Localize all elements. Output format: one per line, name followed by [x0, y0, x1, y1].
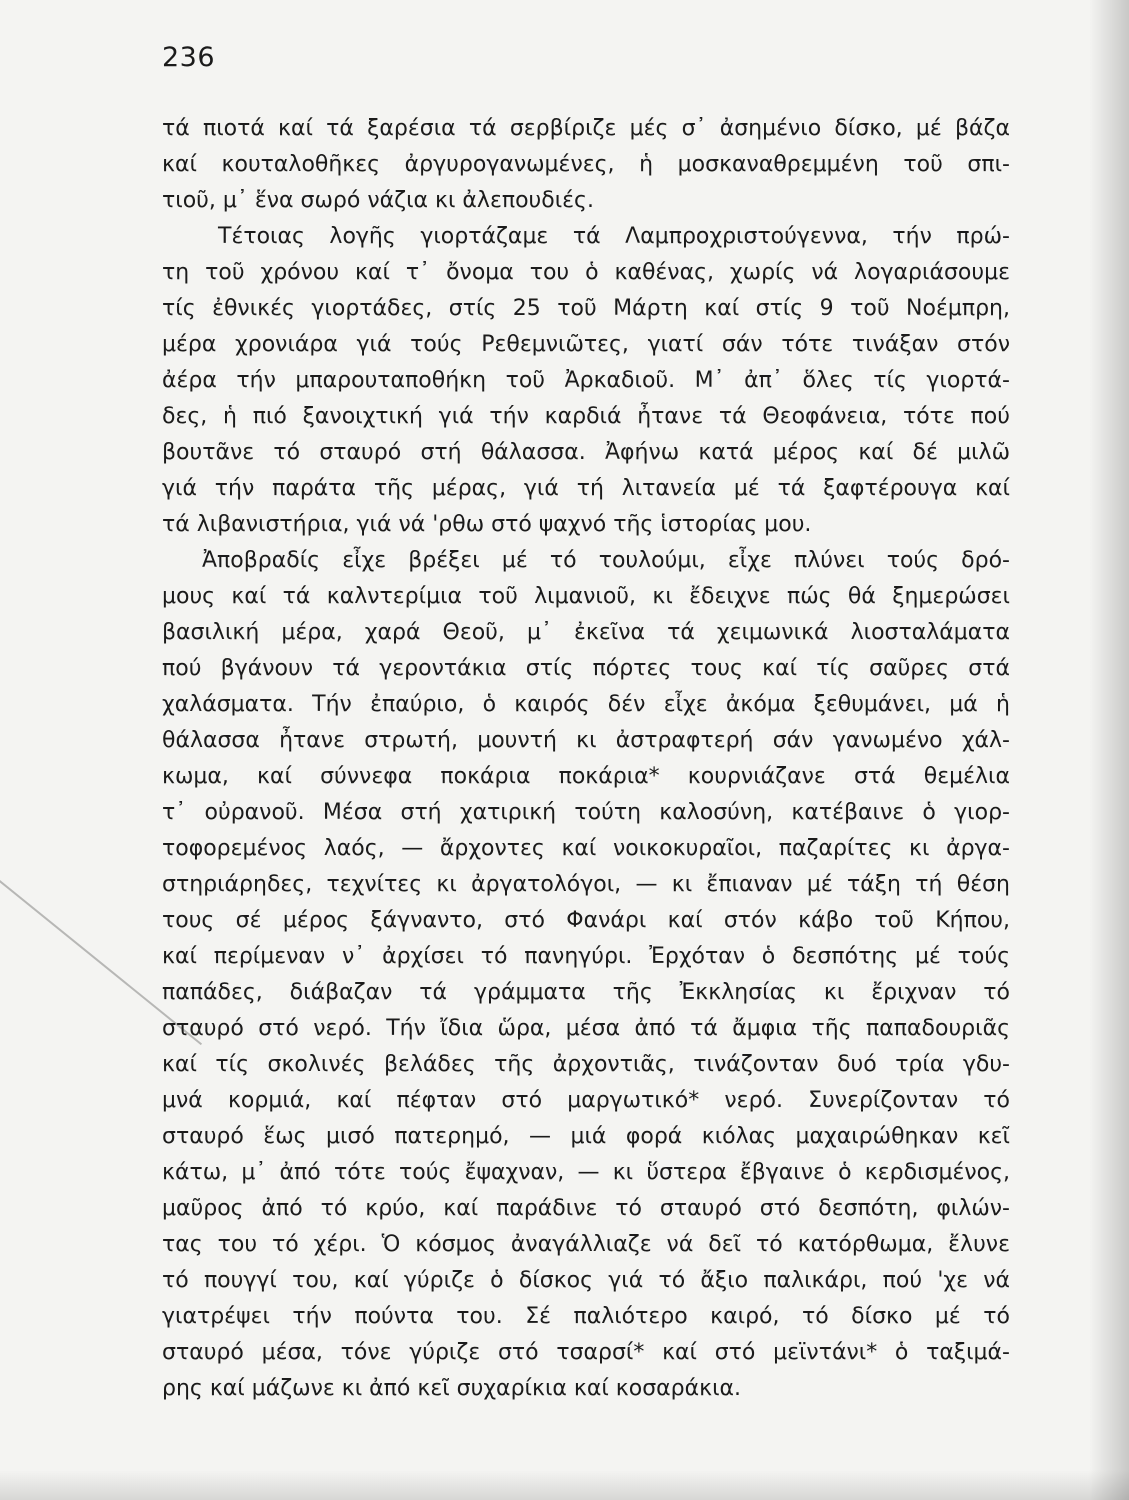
scan-edge-shadow-right	[1089, 0, 1129, 1500]
text-line: στηριάρηδες, τεχνίτες κι ἀργατολόγοι, — κι ἔπιαναν μέ τάξη τή θέση	[162, 872, 1010, 897]
text-line: καί τίς σκολινές βελάδες τῆς ἀρχοντιᾶς, τινάζονταν δυό τρία γδυ-	[162, 1052, 1010, 1077]
text-line: ἀέρα τήν μπαρουταποθήκη τοῦ Ἀρκαδιοῦ. Μ᾽ ἀπ᾽ ὅλες τίς γιορτά-	[162, 368, 1010, 393]
text-line: Τέτοιας λογῆς γιορτάζαμε τά Λαμπροχριστούγεννα, τήν πρώ-	[218, 224, 1010, 249]
body-text	[162, 111, 1010, 1407]
text-line: κάτω, μ᾽ ἀπό τότε τούς ἔψαχναν, — κι ὕστερα ἔβγαινε ὁ κερδισμένος,	[162, 1160, 1010, 1185]
text-line: παπάδες, διάβαζαν τά γράμματα τῆς Ἐκκλησίας κι ἔριχναν τό	[162, 980, 1010, 1005]
text-line: τά πιοτά καί τά ξαρέσια τά σερβίριζε μές σ᾽ ἀσημένιο δίσκο, μέ βάζα	[162, 116, 1010, 141]
text-line: κωμα, καί σύννεφα ποκάρια ποκάρια* κουρνιάζανε στά θεμέλια	[162, 764, 1010, 789]
text-line: καί περίμεναν ν᾽ ἀρχίσει τό πανηγύρι. Ἐρχόταν ὁ δεσπότης μέ τούς	[162, 944, 1010, 969]
page-number: 236	[162, 42, 216, 73]
text-line: τοφορεμένος λαός, — ἄρχοντες καί νοικοκυραῖοι, παζαρίτες κι ἀργα-	[162, 836, 1010, 861]
text-line: τίς ἐθνικές γιορτάδες, στίς 25 τοῦ Μάρτη καί στίς 9 τοῦ Νοέμπρη,	[162, 296, 1010, 321]
text-line: θάλασσα ἦτανε στρωτή, μουντή κι ἀστραφτερή σάν γανωμένο χάλ-	[162, 728, 1010, 753]
text-line: μους καί τά καλντερίμια τοῦ λιμανιοῦ, κι ἔδειχνε πώς θά ξημερώσει	[162, 584, 1010, 609]
text-line: τό πουγγί του, καί γύριζε ὁ δίσκος γιά τό ἄξιο παλικάρι, πού 'χε νά	[162, 1268, 1010, 1293]
scan-edge-shadow-bottom	[0, 1470, 1129, 1500]
text-line: Ἀποβραδίς εἶχε βρέξει μέ τό τουλούμι, εἶχε πλύνει τούς δρό-	[202, 548, 1010, 573]
text-line: μαῦρος ἀπό τό κρύο, καί παράδινε τό σταυρό στό δεσπότη, φιλών-	[162, 1196, 1010, 1221]
text-line: τά λιβανιστήρια, γιά νά 'ρθω στό ψαχνό τῆς ἱστορίας μου.	[162, 512, 812, 537]
text-line: πού βγάνουν τά γεροντάκια στίς πόρτες τους καί τίς σαῦρες στά	[162, 656, 1010, 681]
text-line: βουτᾶνε τό σταυρό στή θάλασσα. Ἀφήνω κατά μέρος καί δέ μιλῶ	[162, 440, 1010, 465]
text-line: τη τοῦ χρόνου καί τ᾽ ὄνομα του ὁ καθένας, χωρίς νά λογαριάσουμε	[162, 260, 1010, 285]
text-line: ρης καί μάζωνε κι ἀπό κεῖ συχαρίκια καί κοσαράκια.	[162, 1376, 742, 1401]
text-line: δες, ἡ πιό ξανοιχτική γιά τήν καρδιά ἦτανε τά Θεοφάνεια, τότε πού	[162, 404, 1010, 429]
text-line: γιά τήν παράτα τῆς μέρας, γιά τή λιτανεία μέ τά ξαφτέρουγα καί	[162, 476, 1010, 501]
text-line: καί κουταλοθῆκες ἀργυρογανωμένες, ἡ μοσκαναθρεμμένη τοῦ σπι-	[162, 152, 1010, 177]
text-line: τας του τό χέρι. Ὁ κόσμος ἀναγάλλιαζε νά δεῖ τό κατόρθωμα, ἔλυνε	[162, 1232, 1010, 1257]
text-line: τ᾽ οὐρανοῦ. Μέσα στή χατιρική τούτη καλοσύνη, κατέβαινε ὁ γιορ-	[162, 800, 1010, 825]
text-line: σταυρό στό νερό. Τήν ἴδια ὥρα, μέσα ἀπό τά ἄμφια τῆς παπαδουριᾶς	[162, 1016, 1010, 1041]
text-line: σταυρό μέσα, τόνε γύριζε στό τσαρσί* καί στό μεϊντάνι* ὁ ταξιμά-	[162, 1340, 1010, 1365]
text-line: σταυρό ἕως μισό πατερημό, — μιά φορά κιόλας μαχαιρώθηκαν κεῖ	[162, 1124, 1010, 1149]
text-line: τους σέ μέρος ξάγναντο, στό Φανάρι καί στόν κάβο τοῦ Κήπου,	[162, 908, 1010, 933]
text-line: μέρα χρονιάρα γιά τούς Ρεθεμνιῶτες, γιατί σάν τότε τινάξαν στόν	[162, 332, 1010, 357]
text-line: τιοῦ, μ᾽ ἕνα σωρό νάζια κι ἀλεπουδιές.	[162, 188, 594, 213]
text-line: γιατρέψει τήν πούντα του. Σέ παλιότερο καιρό, τό δίσκο μέ τό	[162, 1304, 1010, 1329]
text-line: χαλάσματα. Τήν ἐπαύριο, ὁ καιρός δέν εἶχε ἀκόμα ξεθυμάνει, μά ἡ	[162, 692, 1010, 717]
text-line: μνά κορμιά, καί πέφταν στό μαργωτικό* νερό. Συνερίζονταν τό	[162, 1088, 1010, 1113]
text-line: βασιλική μέρα, χαρά Θεοῦ, μ᾽ ἐκεῖνα τά χειμωνικά λιοσταλάματα	[162, 620, 1010, 645]
